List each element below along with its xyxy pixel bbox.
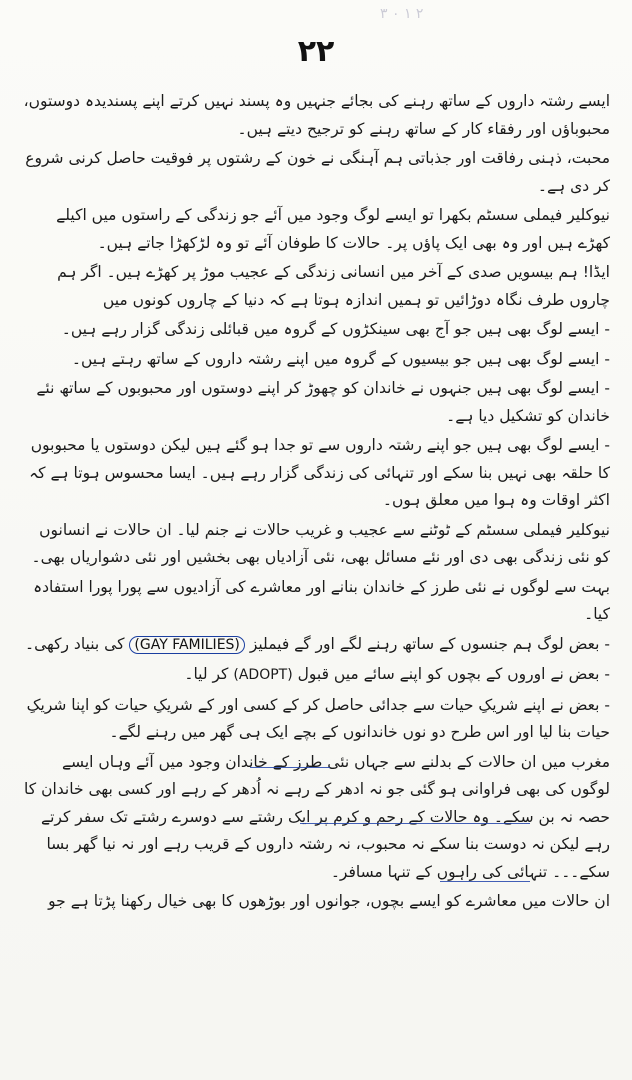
paragraph-4: ایڈا! ہم بیسویں صدی کے آخر میں انسانی زندگی کے عجیب موڑ پر کھڑے ہیں۔ اگر ہم چاروں طرف نگاہ دوڑائیں تو ہمیں اندازہ ہوتا ہے کہ دنیا کے چاروں کونوں میں xyxy=(57,263,610,309)
paragraph-new-families: بہت سے لوگوں نے نئی طرز کے خاندان بنانے اور معاشرے کی آزادیوں سے پورا پورا استفادہ کیا۔ xyxy=(33,577,610,623)
ink-underline-2 xyxy=(300,823,530,824)
list-item-adopt xyxy=(20,661,610,690)
ink-underline-1 xyxy=(250,767,330,768)
ink-underline-3 xyxy=(440,881,530,882)
page-number: ۲۲ xyxy=(297,34,335,69)
paragraph-3: نیوکلیر فیملی سسٹم بکھرا تو ایسے لوگ وجود میں آئے جو زندگی کے راستوں میں اکیلے کھڑے ہیں اور وہ بھی ایک پاؤں پر۔ حالات کا طوفان آئے تو وہ لڑکھڑا جاتے ہیں۔ xyxy=(56,206,610,252)
faint-header-digits: ۳ ۰ ۱ ۲ xyxy=(380,6,424,22)
list-item-friends: - ایسے لوگ بھی ہیں جنہوں نے خاندان کو چھوڑ کر اپنے دوستوں اور محبوبوں کے ساتھ نئے خاندان کو تشکیل دیا ہے۔ xyxy=(36,379,610,425)
gay-families-term: (GAY FAMILIES) xyxy=(129,636,244,654)
gay-families-text: - بعض لوگ ہم جنسوں کے ساتھ رہنے لگے اور گے فیملیز xyxy=(249,634,610,653)
paragraph-1: ایسے رشتہ داروں کے ساتھ رہنے کی بجائے جنہیں وہ پسند نہیں کرتے اپنے پسندیدہ دوستوں، محبوباؤں اور رفقاء کار کے ساتھ رہنے کو ترجیح دیتے ہیں۔ xyxy=(23,92,610,138)
paragraph-nuclear-broken: نیوکلیر فیملی سسٹم کے ٹوٹنے سے عجیب و غریب حالات نے جنم لیا۔ ان حالات نے انسانوں کو نئی زندگی بھی دی اور نئے مسائل بھی، نئی آزادیاں بھی بخشیں اور نئی دشواریاں بھی۔ xyxy=(31,520,610,566)
list-item-relatives: - ایسے لوگ بھی ہیں جو بیسیوں کے گروہ میں اپنے رشتہ داروں کے ساتھ رہتے ہیں۔ xyxy=(71,349,610,368)
adopt-text: - بعض نے اوروں کے بچوں کو اپنے سائے میں قبول xyxy=(297,665,610,683)
paragraph-west: مغرب میں ان حالات کے بدلنے سے جہاں نئی طرز کے خاندان وجود میں آئے وہاں ایسے لوگوں کی بھی فراوانی ہو گئی جو نہ ادھر کے رہے نہ اُدھر کے رہے اور کسی بھی خاندان کا حصہ نہ بن سکے۔ وہ حالات کے رحم و کرم پر ایک رشتے سے دوسرے رشتے تک سفر کرتے رہے لیکن نہ دوست بنا سکے نہ محبوب، نہ رشتہ داروں کے قریب رہے اور نہ نیا گھر بسا سکے۔۔۔ تنہائی کی راہوں کے تنہا مسافر۔ xyxy=(24,752,610,881)
paragraph-2: محبت، ذہنی رفاقت اور جذباتی ہم آہنگی نے خون کے رشتوں پر فوقیت حاصل کرنی شروع کر دی ہے۔ xyxy=(25,149,610,195)
gay-families-tail: کی بنیاد رکھی۔ xyxy=(25,634,125,653)
list-item-spouse: - بعض نے اپنے شریکِ حیات سے جدائی حاصل کر کے کسی اور کے شریکِ حیات کو اپنا شریکِ حیات بنا لیا اور اس طرح دو نوں خاندانوں کے بچے ایک ہی گھر میں رہنے لگے۔ xyxy=(26,695,610,741)
paragraph-final: ان حالات میں معاشرے کو ایسے بچوں، جوانوں اور بوڑھوں کا بھی خیال رکھنا پڑتا ہے جو xyxy=(48,892,610,910)
document-body xyxy=(20,88,610,918)
list-item-tribal: - ایسے لوگ بھی ہیں جو آج بھی سینکڑوں کے گروہ میں قبائلی زندگی گزار رہے ہیں۔ xyxy=(61,320,610,338)
adopt-tail: کر لیا۔ xyxy=(184,665,229,683)
list-item-alone: - ایسے لوگ بھی ہیں جو اپنے رشتہ داروں سے تو جدا ہو گئے ہیں لیکن دوستوں یا محبوبوں کا حلقہ بھی نہیں بنا سکے اور تنہائی کی زندگی گزار رہے ہیں۔ ایسا محسوس ہوتا ہے کہ اکثر اوقات وہ ہوا میں معلق ہوں۔ xyxy=(29,436,610,509)
adopt-term: (ADOPT) xyxy=(233,667,293,683)
list-item-gay-families xyxy=(20,631,610,660)
